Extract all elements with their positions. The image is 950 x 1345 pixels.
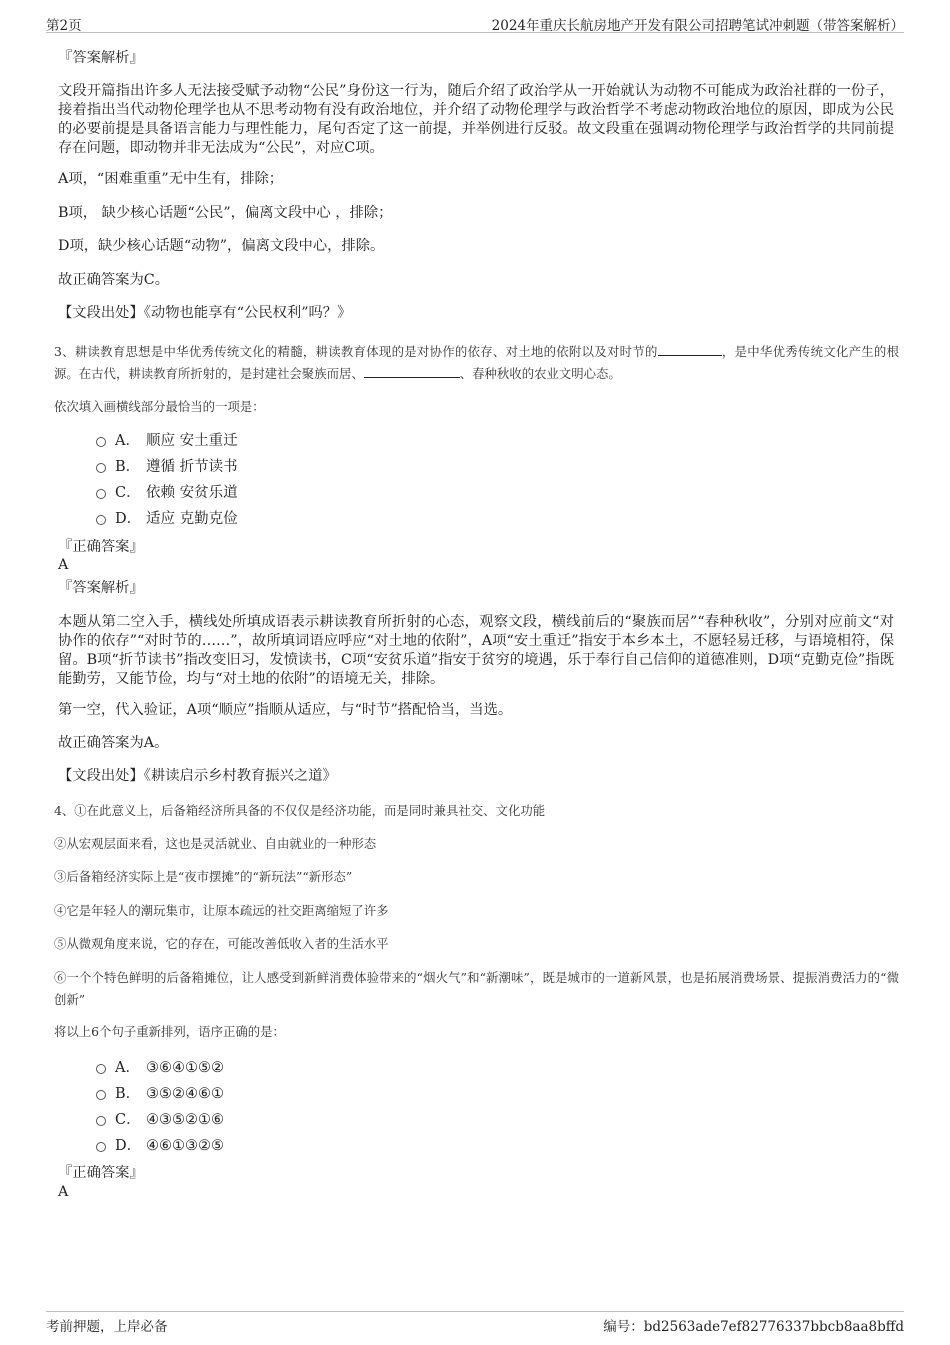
radio-button[interactable] xyxy=(96,1064,106,1074)
radio-button[interactable] xyxy=(96,437,106,447)
q2-option-a-analysis: A项，“困难重重”无中生有，排除； xyxy=(58,171,284,187)
q2-source-title: 《动物也能享有“公民权利”吗？》 xyxy=(143,305,352,321)
q3-source-title: 《耕读启示乡村教育振兴之道》 xyxy=(143,768,337,784)
q4-sentence-3: ③后备箱经济实际上是“夜市摆摊”的“新玩法”“新形态” xyxy=(54,869,353,884)
q3-blank-1 xyxy=(658,343,722,356)
q4-sentence-1: 4、①在此意义上，后备箱经济所具备的不仅仅是经济功能，而是同时兼具社交、文化功能 xyxy=(54,803,546,818)
q3-source xyxy=(58,767,337,786)
document-id: 编号：bd2563ade7ef82776337bbcb8aa8bffd xyxy=(603,1319,904,1335)
q3-conclusion: 故正确答案为A。 xyxy=(58,735,169,751)
q4-answer-title: 『正确答案』 xyxy=(58,1165,144,1181)
q4-answer: A xyxy=(58,1184,69,1200)
footer-slogan: 考前押题，上岸必备 xyxy=(46,1319,168,1335)
q2-analysis-title: 『答案解析』 xyxy=(58,50,144,66)
page-number: 第2页 xyxy=(46,18,82,34)
q3-source-label: 【文段出处】 xyxy=(58,768,144,784)
q2-source-label: 【文段出处】 xyxy=(58,305,144,321)
radio-button[interactable] xyxy=(96,1090,106,1100)
q2-option-d-analysis: D项，缺少核心话题“动物”，偏离文段中心，排除。 xyxy=(58,238,385,254)
q2-source xyxy=(58,304,351,323)
q2-conclusion: 故正确答案为C。 xyxy=(58,272,170,288)
q3-prompt: 依次填入画横线部分最恰当的一项是： xyxy=(54,399,265,414)
q4-sentence-2: ②从宏观层面来看，这也是灵活就业、自由就业的一种形态 xyxy=(54,836,377,851)
radio-button[interactable] xyxy=(96,489,106,499)
radio-button[interactable] xyxy=(96,463,106,473)
q3-blank-2 xyxy=(364,365,460,378)
document-title: 2024年重庆长航房地产开发有限公司招聘笔试冲刺题（带答案解析） xyxy=(491,18,904,34)
radio-button[interactable] xyxy=(96,515,106,525)
radio-button[interactable] xyxy=(96,1116,106,1126)
q4-prompt: 将以上6个句子重新排列，语序正确的是： xyxy=(54,1024,285,1039)
q3-answer-title: 『正确答案』 xyxy=(58,539,144,555)
page-header xyxy=(46,14,904,33)
q2-option-b-analysis: B项， 缺少核心话题“公民”，偏离文段中心 ，排除； xyxy=(58,205,393,221)
page-footer xyxy=(46,1311,904,1334)
q4-sentence-5: ⑤从微观角度来说，它的存在，可能改善低收入者的生活水平 xyxy=(54,936,389,951)
q2-analysis-text: 文段开篇指出许多人无法接受赋予动物“公民”身份这一行为，随后介绍了政治学从一开始就认为动物不可能成为政治社群的一份子，接着指出当代动物伦理学也从不思考动物有没有政治地位，并介绍了动物伦理学与政治哲学不考虑动物政治地位的原因，即成为公民的必要前提是具备语言能力与理性能力，尾句否定了这一前提，并举例进行反驳。故文段重在强调动物伦理学与政治哲学的共同前提存在问题，即动物并非无法成为“公民”，对应C项。 xyxy=(58,83,894,156)
q3-stem: 3、耕读教育思想是中华优秀传统文化的精髓，耕读教育体现的是对协作的依存、对土地的依附以及对时节的 ，是中华优秀传统文化产生的根源。在古代，耕读教育所折射的，是封建社会聚族而居、 、春种秋收的农业文明心态。 xyxy=(54,344,899,381)
q3-analysis-title: 『答案解析』 xyxy=(58,580,144,596)
q4-sentence-4: ④它是年轻人的潮玩集市，让原本疏远的社交距离缩短了许多 xyxy=(54,903,389,918)
q4-sentence-6: ⑥一个个特色鲜明的后备箱摊位，让人感受到新鲜消费体验带来的“烟火气”和“新潮味”，既是城市的一道新风景，也是拓展消费场景、提振消费活力的“微创新” xyxy=(54,970,899,1007)
q3-answer: A xyxy=(58,557,69,573)
q3-analysis-text: 本题从第二空入手，横线处所填成语表示耕读教育所折射的心态，观察文段，横线前后的“聚族而居”“春种秋收”，分别对应前文“对协作的依存”“对时节的……”，故所填词语应呼应“对土地的依附”，A项“安土重迁”指安于本乡本土，不愿轻易迁移，与语境相符，保留。B项“折节读书”指改变旧习，发愤读书，C项“安贫乐道”指安于贫穷的境遇，乐于奉行自己信仰的道德准则，D项“克勤克俭”指既能勤劳，又能节俭，均与“对土地的依附”的语境无关，排除。 xyxy=(58,614,894,687)
radio-button[interactable] xyxy=(96,1142,106,1152)
q3-first-blank: 第一空，代入验证，A项“顺应”指顺从适应，与“时节”搭配恰当，当选。 xyxy=(58,702,513,718)
